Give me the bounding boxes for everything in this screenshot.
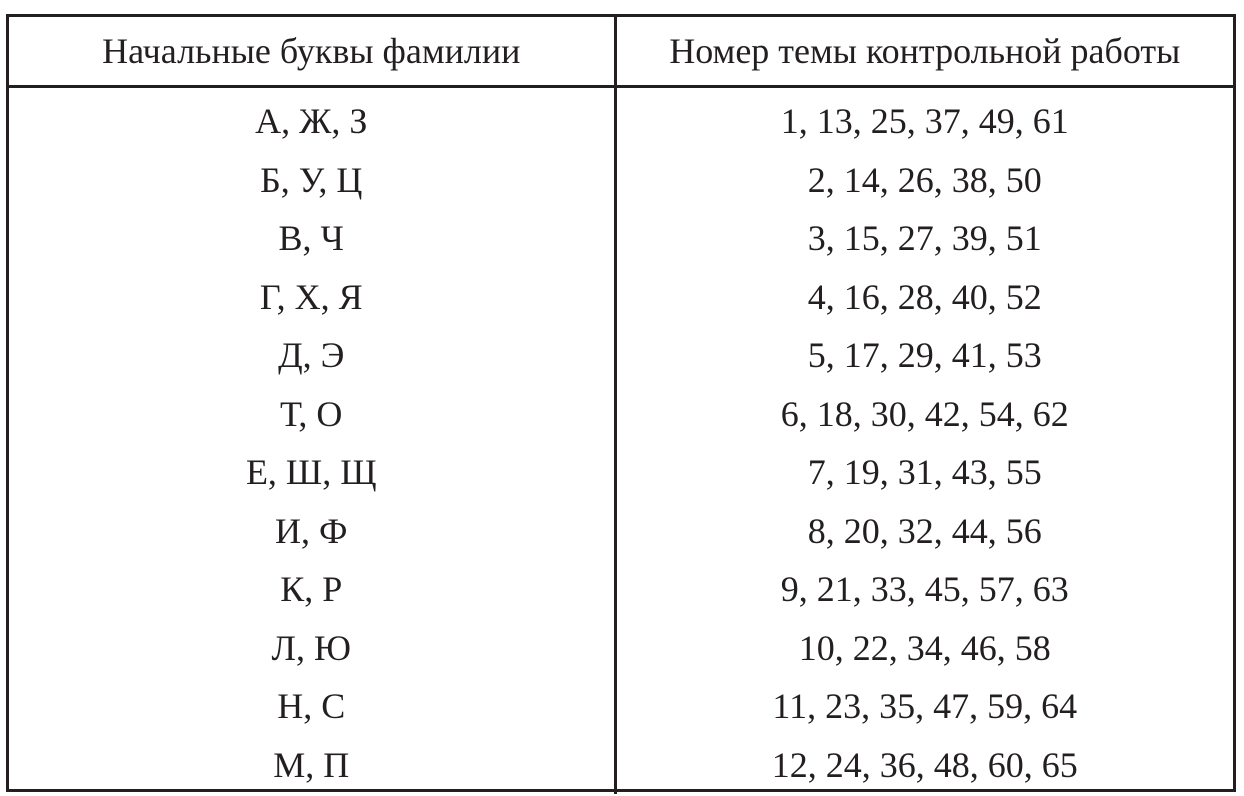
letters-cell: Н, С xyxy=(9,677,615,736)
table-row xyxy=(9,443,1233,502)
topics-cell: 9, 21, 33, 45, 57, 63 xyxy=(780,569,1069,610)
table-row xyxy=(9,268,1233,327)
letters-cell: Т, О xyxy=(9,385,615,444)
topics-cell: 8, 20, 32, 44, 56 xyxy=(807,510,1042,551)
letters-cell: Г, Х, Я xyxy=(9,268,615,327)
letters-cell: К, Р xyxy=(9,560,615,619)
header-surname-letters: Начальные буквы фамилии xyxy=(9,17,615,87)
letters-cell: В, Ч xyxy=(9,209,615,268)
topics-cell: 7, 19, 31, 43, 55 xyxy=(807,452,1042,493)
letters-cell: Б, У, Ц xyxy=(9,151,615,210)
table-row xyxy=(9,151,1233,210)
letters-cell: Е, Ш, Щ xyxy=(9,443,615,502)
table-row xyxy=(9,736,1233,795)
letters-cell: А, Ж, З xyxy=(9,87,615,151)
letters-cell: М, П xyxy=(9,736,615,795)
topics-cell: 6, 18, 30, 42, 54, 62 xyxy=(780,393,1069,434)
table-row xyxy=(9,677,1233,736)
header-topic-numbers: Номер темы контрольной работы xyxy=(615,17,1233,87)
topics-cell: 2, 14, 26, 38, 50 xyxy=(807,159,1042,200)
table-row xyxy=(9,385,1233,444)
letters-cell: И, Ф xyxy=(9,502,615,561)
topics-cell: 10, 22, 34, 46, 58 xyxy=(798,627,1051,668)
table-row xyxy=(9,209,1233,268)
topics-cell: 12, 24, 36, 48, 60, 65 xyxy=(771,744,1078,785)
table-row xyxy=(9,326,1233,385)
topics-cell: 3, 15, 27, 39, 51 xyxy=(807,218,1042,259)
table-row xyxy=(9,619,1233,678)
topic-assignment-table-frame xyxy=(6,14,1236,792)
topic-assignment-table xyxy=(9,17,1233,794)
table-row xyxy=(9,87,1233,151)
table-row xyxy=(9,560,1233,619)
letters-cell: Д, Э xyxy=(9,326,615,385)
topics-cell: 11, 23, 35, 47, 59, 64 xyxy=(772,686,1078,727)
letters-cell: Л, Ю xyxy=(9,619,615,678)
table-row xyxy=(9,502,1233,561)
topics-cell: 4, 16, 28, 40, 52 xyxy=(807,276,1042,317)
topics-cell: 5, 17, 29, 41, 53 xyxy=(807,335,1042,376)
topics-cell: 1, 13, 25, 37, 49, 61 xyxy=(780,101,1069,142)
table-header-row xyxy=(9,17,1233,87)
